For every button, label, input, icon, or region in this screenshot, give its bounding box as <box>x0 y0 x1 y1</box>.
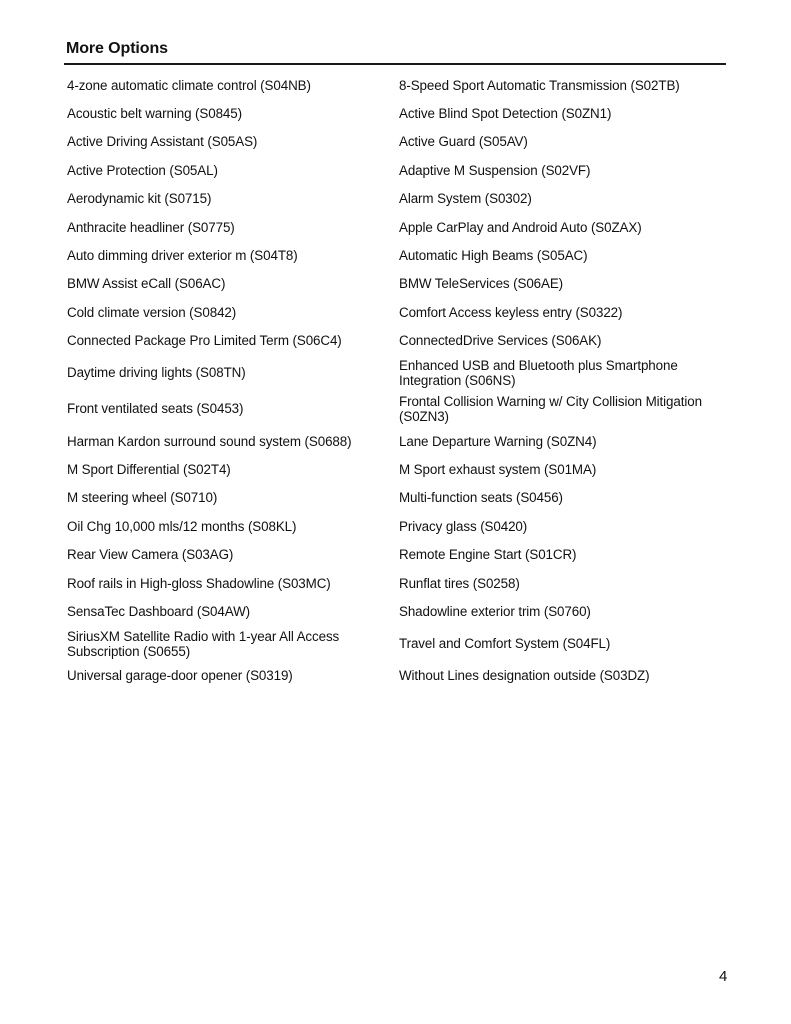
option-item: 8-Speed Sport Automatic Transmission (S02TB) <box>399 77 680 93</box>
option-item: Runflat tires (S0258) <box>399 575 520 591</box>
option-item: 4-zone automatic climate control (S04NB) <box>67 77 311 93</box>
option-item: Cold climate version (S0842) <box>67 304 237 320</box>
option-item: BMW Assist eCall (S06AC) <box>67 276 226 292</box>
option-item: Universal garage-door opener (S0319) <box>67 668 293 684</box>
option-item: Without Lines designation outside (S03DZ) <box>399 668 650 684</box>
option-item: Active Guard (S05AV) <box>399 134 528 150</box>
option-item: M Sport exhaust system (S01MA) <box>399 461 597 477</box>
options-table <box>67 71 727 690</box>
option-item: Comfort Access keyless entry (S0322) <box>399 304 623 320</box>
option-item: Aerodynamic kit (S0715) <box>67 191 212 207</box>
option-item: ConnectedDrive Services (S06AK) <box>399 333 602 349</box>
option-item: Active Protection (S05AL) <box>67 162 218 178</box>
option-item: BMW TeleServices (S06AE) <box>399 276 564 292</box>
option-item: SensaTec Dashboard (S04AW) <box>67 603 250 619</box>
option-item: Front ventilated seats (S0453) <box>67 401 244 417</box>
option-item: Active Driving Assistant (S05AS) <box>67 134 258 150</box>
option-item: M steering wheel (S0710) <box>67 490 218 506</box>
option-item: Apple CarPlay and Android Auto (S0ZAX) <box>399 219 642 235</box>
option-item: Harman Kardon surround sound system (S0688) <box>67 433 352 449</box>
option-item: Active Blind Spot Detection (S0ZN1) <box>399 106 612 122</box>
option-item: Oil Chg 10,000 mls/12 months (S08KL) <box>67 518 297 534</box>
option-item: Alarm System (S0302) <box>399 191 532 207</box>
option-item: Privacy glass (S0420) <box>399 518 528 534</box>
option-item: SiriusXM Satellite Radio with 1-year All Access Subscription (S0655) <box>67 628 340 659</box>
option-item: Anthracite headliner (S0775) <box>67 219 235 235</box>
option-item: Adaptive M Suspension (S02VF) <box>399 162 591 178</box>
option-item: Automatic High Beams (S05AC) <box>399 248 588 264</box>
option-item: Multi-function seats (S0456) <box>399 490 563 506</box>
option-item: Lane Departure Warning (S0ZN4) <box>399 433 597 449</box>
page-number: 4 <box>719 968 728 985</box>
option-item: Connected Package Pro Limited Term (S06C4) <box>67 333 342 349</box>
option-item: Daytime driving lights (S08TN) <box>67 365 246 381</box>
option-item: Remote Engine Start (S01CR) <box>399 547 577 563</box>
option-item: Auto dimming driver exterior m (S04T8) <box>67 248 298 264</box>
option-item: M Sport Differential (S02T4) <box>67 461 231 477</box>
page-title: More Options <box>66 40 168 57</box>
option-item: Enhanced USB and Bluetooth plus Smartphone Integration (S06NS) <box>399 357 678 388</box>
option-item: Shadowline exterior trim (S0760) <box>399 603 591 619</box>
title-divider <box>64 63 726 65</box>
option-item: Travel and Comfort System (S04FL) <box>399 636 611 652</box>
option-item: Rear View Camera (S03AG) <box>67 547 234 563</box>
option-item: Frontal Collision Warning w/ City Collision Mitigation (S0ZN3) <box>399 393 702 424</box>
option-item: Acoustic belt warning (S0845) <box>67 106 242 122</box>
option-item: Roof rails in High-gloss Shadowline (S03MC) <box>67 575 331 591</box>
